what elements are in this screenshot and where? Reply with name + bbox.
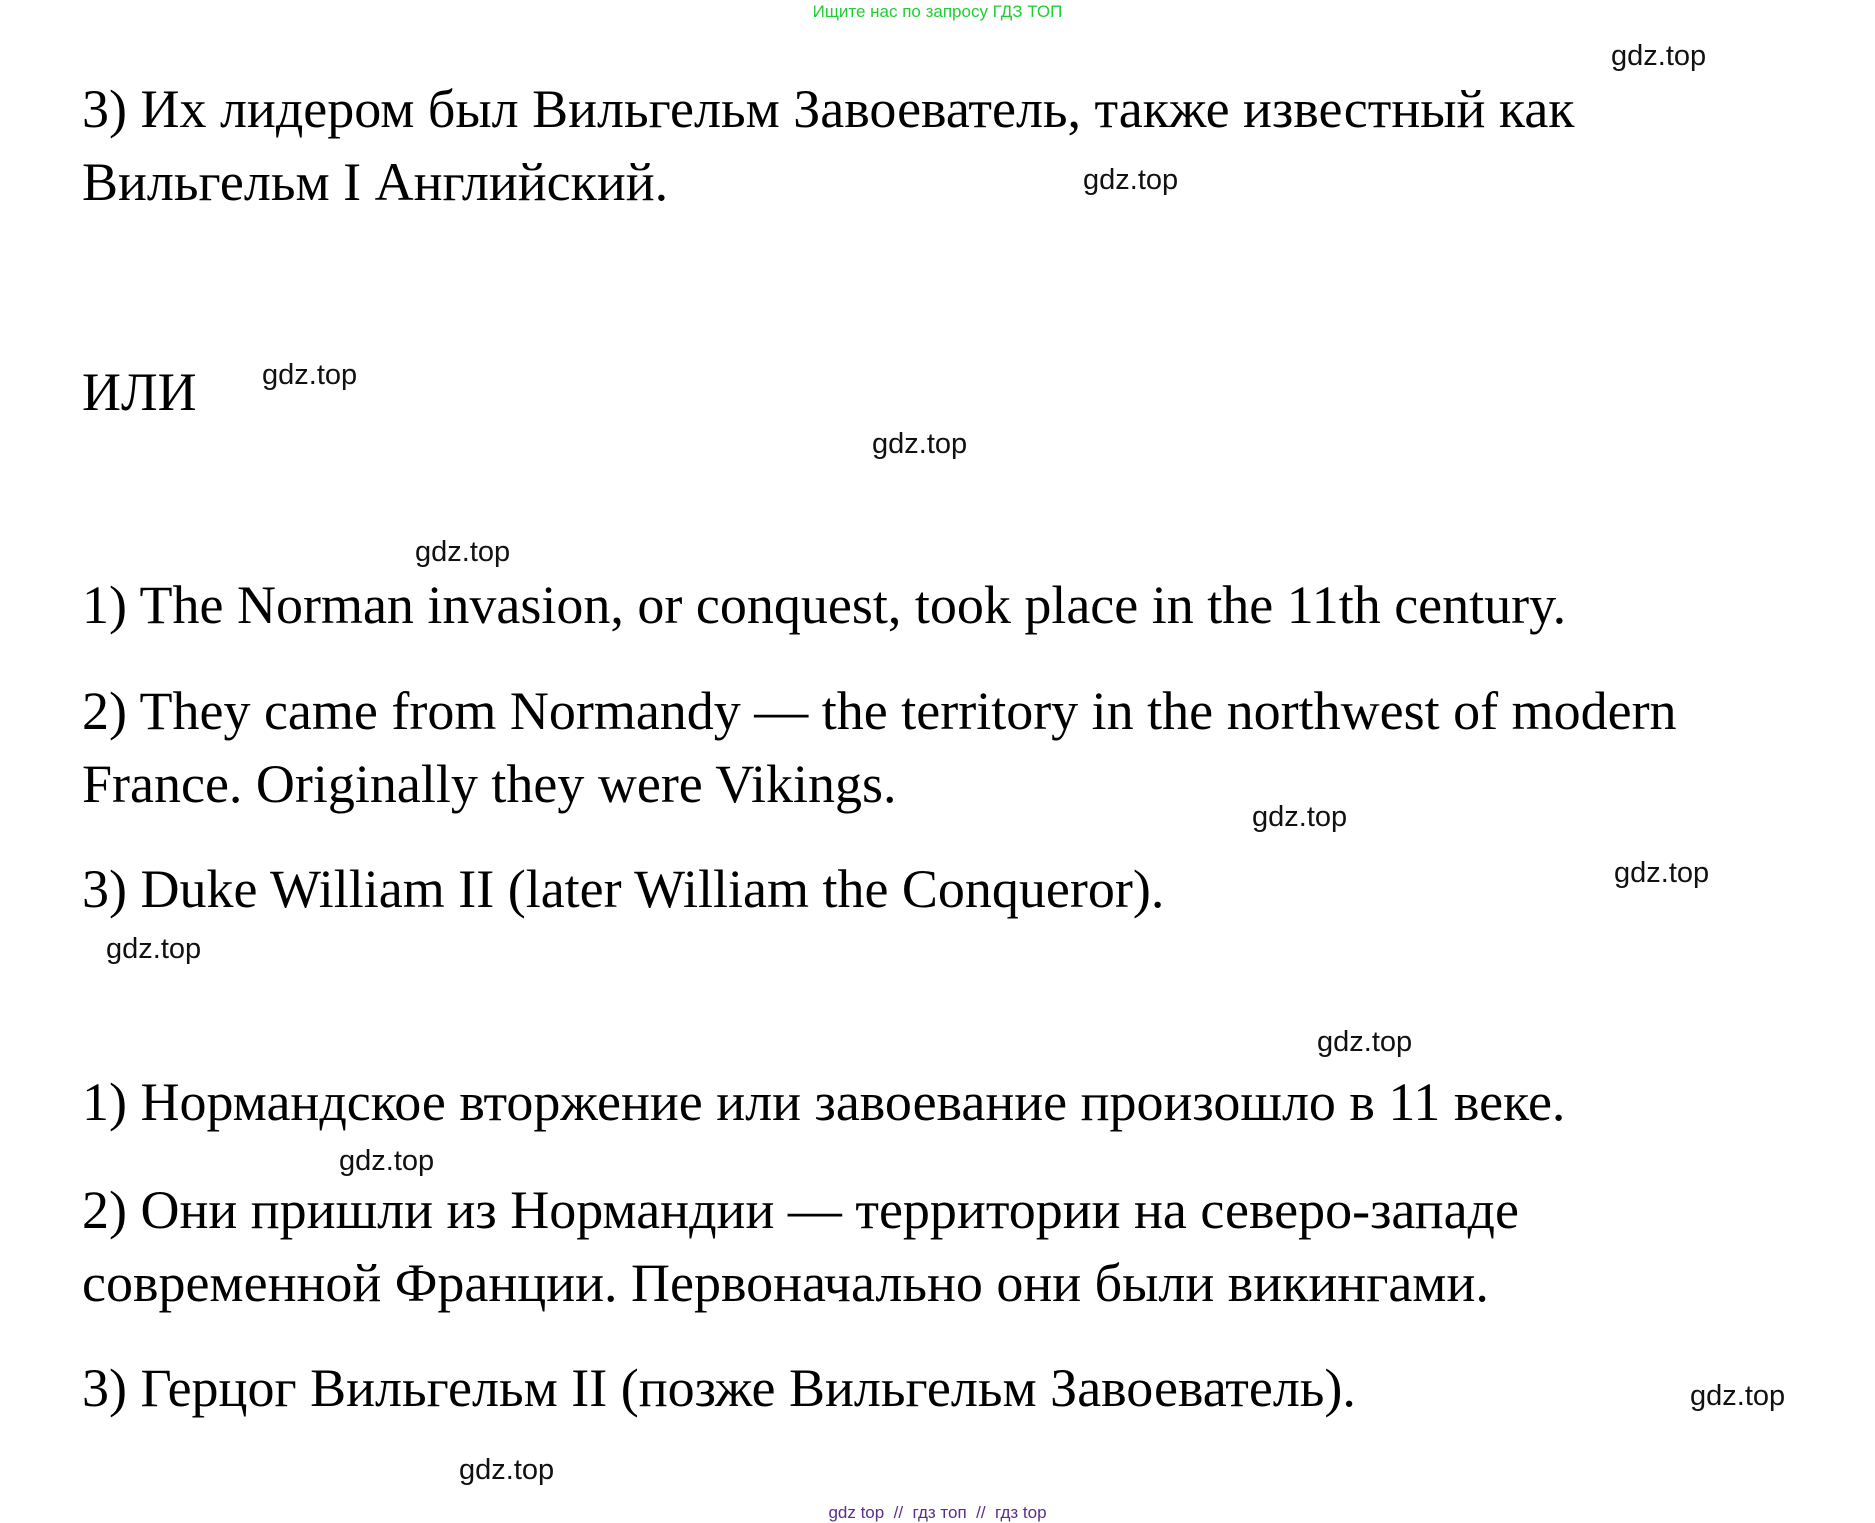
- text-line-en-answer-2-cont: France. Originally they were Vikings.: [82, 754, 897, 814]
- footer: gdz top // гдз топ // гдз top: [828, 1503, 1047, 1522]
- watermark: gdz.top: [339, 1145, 435, 1177]
- text-line-ru2-answer-3: 3) Герцог Вильгельм II (позже Вильгельм Завоеватель).: [82, 1358, 1356, 1418]
- watermark: gdz.top: [106, 933, 202, 965]
- text-line-ru-answer-3: 3) Их лидером был Вильгельм Завоеватель, также известный как: [82, 79, 1575, 139]
- text-line-en-answer-1: 1) The Norman invasion, or conquest, took place in the 11th century.: [82, 575, 1567, 635]
- watermark: gdz.top: [459, 1454, 555, 1486]
- watermark: gdz.top: [1317, 1026, 1413, 1058]
- watermark: gdz.top: [1690, 1380, 1786, 1412]
- watermark: gdz.top: [1083, 164, 1179, 196]
- text-line-ru2-answer-1: 1) Нормандское вторжение или завоевание произошло в 11 веке.: [82, 1072, 1566, 1132]
- watermark: gdz.top: [1614, 857, 1710, 889]
- text-line-or: ИЛИ: [82, 362, 197, 422]
- watermark: gdz.top: [1611, 40, 1707, 72]
- text-line-en-answer-3: 3) Duke William II (later William the Conqueror).: [82, 859, 1165, 919]
- watermark: gdz.top: [872, 428, 968, 460]
- text-line-ru2-answer-2-cont: современной Франции. Первоначально они были викингами.: [82, 1253, 1489, 1313]
- text-line-ru-answer-3-cont: Вильгельм I Английский.: [82, 152, 669, 212]
- text-line-ru2-answer-2: 2) Они пришли из Нормандии — территории на северо-западе: [82, 1180, 1519, 1240]
- top-banner: Ищите нас по запросу ГДЗ ТОП: [812, 2, 1063, 21]
- watermark: gdz.top: [415, 536, 511, 568]
- text-line-en-answer-2: 2) They came from Normandy — the territory in the northwest of modern: [82, 681, 1677, 741]
- watermark: gdz.top: [262, 359, 358, 391]
- watermark: gdz.top: [1252, 801, 1348, 833]
